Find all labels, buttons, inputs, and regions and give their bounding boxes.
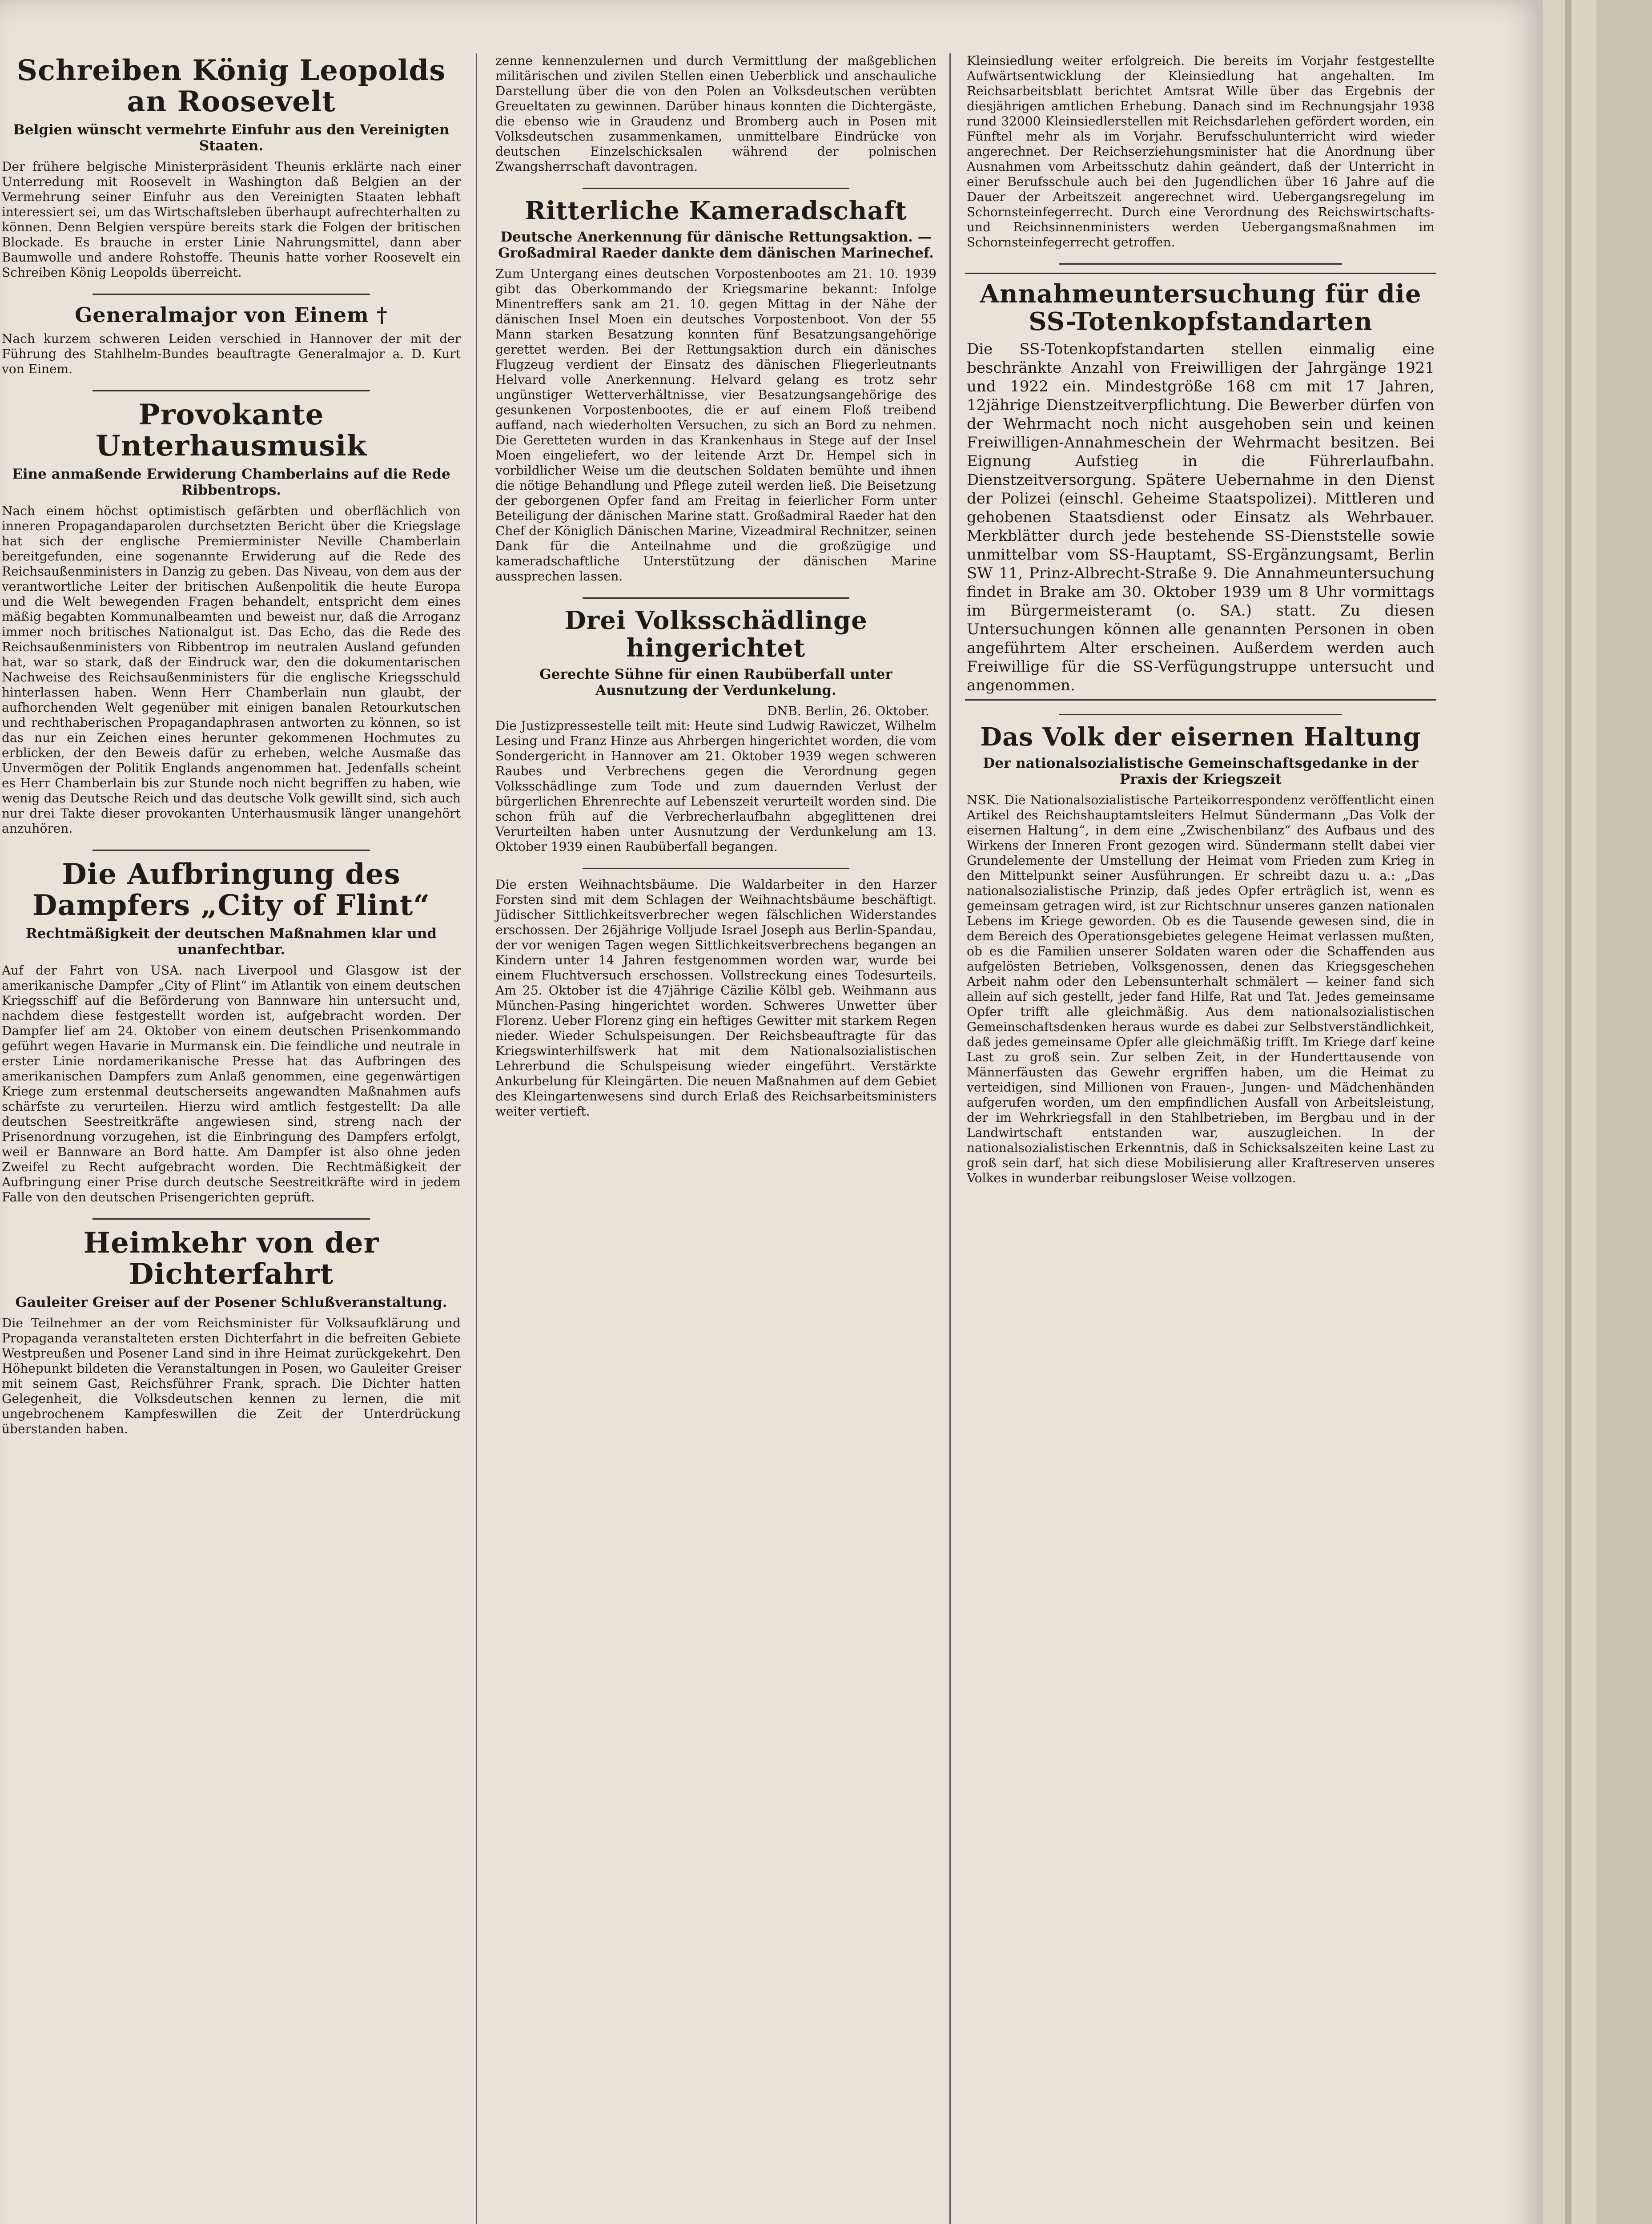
article-separator bbox=[92, 1218, 370, 1220]
article-body: Kleinsiedlung weiter erfolgreich. Die bereits im Vorjahr festgestellte Aufwärtsentwicklung der Kleinsiedlung hat angehalten. Im Reichsarbeitsblatt berichtet Amtsrat Wille über das Ergebnis der diesjährigen amtlichen Erhebung. Danach sind im Rechnungsjahr 1938 rund 32000 Kleinsiedlerstellen mit Reichsdarlehen gefördert worden, ein Fünftel mehr als im Vorjahr. Berufsschulunterricht wird wieder angerechnet. Der Reichserziehungsminister hat die Anordnung über Ausnahmen vom Arbeitsschutz dahin geändert, daß der Unterricht in einer Berufsschule auch bei den Jugendlichen über 16 Jahre auf die Dauer der Arbeitszeit angerechnet wird. Uebergangsregelung im Schornsteinfegerrecht. Durch eine Verordnung des Reichswirtschafts- und Reichsinnenministers werden Uebergangsmaßnahmen im Schornsteinfegerrecht getroffen. bbox=[967, 53, 1435, 250]
article-headline: Drei Volksschädlinge hingerichtet bbox=[564, 606, 868, 663]
article-headline: Provokante Unterhausmusik bbox=[96, 398, 367, 463]
article-headline: Heimkehr von der Dichterfahrt bbox=[83, 1226, 379, 1291]
article-headline: Generalmajor von Einem † bbox=[75, 303, 388, 327]
page-edge-shadow bbox=[1565, 0, 1572, 2224]
article-separator bbox=[92, 390, 370, 391]
column-1 bbox=[0, 53, 462, 2224]
article-headline: Das Volk der eisernen Haltung bbox=[980, 722, 1421, 752]
article bbox=[0, 399, 462, 836]
article-subheadline: Rechtmäßigkeit der deutschen Maßnahmen klar und unanfechtbar. bbox=[25, 926, 437, 958]
article-body: Die Justizpressestelle teilt mit: Heute sind Ludwig Rawiczet, Wilhelm Lesing und Franz Hinze aus Ahrbergen hingerichtet worden, die vom Sondergericht in Hannover am 21. Oktober 1939 wegen schweren Raubes und Verbrechens gegen die Verordnung gegen Volksschädlinge zum Tode und zum dauernden Verlust der bürgerlichen Ehrenrechte auf Lebenszeit verurteilt worden sind. Die schon früh auf die Verbrecherlaufbahn abgeglittenen drei Verurteilten haben unter Ausnutzung der Verdunkelung am 13. Oktober 1939 einen Raubüberfall begangen. bbox=[495, 718, 937, 854]
article-separator bbox=[583, 868, 849, 869]
article-separator bbox=[92, 850, 370, 851]
article bbox=[0, 1228, 462, 1437]
column-rule bbox=[476, 53, 477, 2224]
article-subheadline: Gauleiter Greiser auf der Posener Schlußveranstaltung. bbox=[15, 1294, 447, 1310]
article-body: Nach einem höchst optimistisch gefärbten und oberflächlich von inneren Propagandaparolen durchsetzten Bericht über die Kriegslage hat sich der englische Premierminister Neville Chamberlain bereitgefunden, eine sogenannte Erwiderung auf die Rede des Reichsaußenministers in Danzig zu geben. Das Niveau, von dem aus der verantwortliche Leiter der britischen Außenpolitik die heute Europa und die Welt bewegenden Fragen behandelt, entspricht dem eines mäßig begabten Kommunalbeamten und beweist nur, daß die Arroganz immer noch britisches Nationalgut ist. Das Echo, das die Rede des Reichsaußenministers von Ribbentrop im neutralen Ausland gefunden hat, war so stark, daß der Eindruck war, den die dokumentarischen Nachweise des Reichsaußenministers für die englische Kriegsschuld hinterlassen haben. Wenn Herr Chamberlain nun glaubt, der aufhorchenden Welt gegenüber mit einigen banalen Retourkutschen und rechthaberischen Propagandaphrasen antworten zu können, so ist das nur ein Zeichen eines herunter gekommenen Hochmutes zu erblicken, der den Beweis dafür zu erheben, welche Ausmaße das Unvermögen der Politik Englands angenommen hat. Jedenfalls scheint es Herr Chamberlain bis zur Stunde noch nicht begriffen zu haben, wie wenig das Deutsche Reich und das deutsche Volk gewillt sind, sich auch nur drei Takte dieser provokanten Unterhausmusik länger unangehört anzuhören. bbox=[2, 504, 461, 836]
article-subheadline: Deutsche Anerkennung für dänische Rettungsaktion. — Großadmiral Raeder dankte dem dänischen Marinechef. bbox=[498, 229, 934, 261]
column-3 bbox=[965, 53, 1436, 2224]
article-separator bbox=[1059, 714, 1342, 715]
article-body: zenne kennenzulernen und durch Vermittlung der maßgeblichen militärischen und zivilen Stellen einen Ueberblick und anschauliche Darstellung über die von den Polen an Volksdeutschen verübten Greueltaten zu gewinnen. Darüber hinaus konnten die Dichtergäste, die ebenso wie in Graudenz und Bromberg auch in Posen mit Volksdeutschen zusammenkamen, unmittelbare Eindrücke von deutschen Einzelschicksalen während der polnischen Zwangsherrschaft davontragen. bbox=[495, 53, 937, 174]
article-headline: Schreiben König Leopolds an Roosevelt bbox=[16, 54, 446, 118]
page-stack-edge bbox=[1596, 0, 1652, 2224]
column-rule bbox=[949, 53, 951, 2224]
article bbox=[965, 53, 1436, 250]
article-subheadline: Eine anmaßende Erwiderung Chamberlains auf die Rede Ribbentrops. bbox=[12, 466, 450, 498]
article-dateline: DNB. Berlin, 26. Oktober. bbox=[767, 704, 929, 718]
article-body: Der frühere belgische Ministerpräsident Theunis erklärte nach einer Unterredung mit Roosevelt in Washington daß Belgien an der Vermehrung seiner Einfuhr aus den Vereinigten Staaten lebhaft interessiert sei, um das Wirtschaftsleben überhaupt aufrechterhalten zu können. Denn Belgien verspüre bereits stark die Folgen der britischen Blockade. Es brauche in erster Linie Nahrungsmittel, dann aber Baumwolle und andere Rohstoffe. Theunis hatte vorher Roosevelt ein Schreiben König Leopolds überreicht. bbox=[2, 159, 461, 280]
article-subheadline: Gerechte Sühne für einen Raubüberfall unter Ausnutzung der Verdunkelung. bbox=[539, 666, 892, 698]
article-separator bbox=[583, 597, 849, 599]
article-separator bbox=[583, 188, 849, 189]
article-body: Die ersten Weihnachtsbäume. Die Waldarbeiter in den Harzer Forsten sind mit dem Schlagen der Weihnachtsbäume beschäftigt. Jüdischer Sittlichkeitsverbrecher wegen fälschlichen Widerstandes erschossen. Der 26jährige Volljude Israel Joseph aus Berlin-Spandau, der vor wenigen Tagen wegen Sittlichkeitsverbrechens begangen an Kindern unter 14 Jahren festgenommen worden war, wurde bei einem Fluchtversuch erschossen. Vollstreckung eines Todesurteils. Am 25. Oktober ist die 47jährige Cäzilie Kölbl geb. Weihmann aus München-Pasing hingerichtet worden. Schweres Unwetter über Florenz. Ueber Florenz ging ein heftiges Gewitter mit starkem Regen nieder. Wieder Schulspeisungen. Der Reichsbeauftragte für das Kriegswinterhilfswerk hat mit dem Nationalsozialistischen Lehrerbund die Schulspeisung wieder eingeführt. Verstärkte Ankurbelung für Kleingärten. Die neuen Maßnahmen auf dem Gebiet des Kleingartenwesens sind durch Erlaß des Reichsarbeitsministers weiter vertieft. bbox=[495, 877, 937, 1119]
article-separator bbox=[1059, 263, 1342, 265]
article bbox=[0, 859, 462, 1205]
article-body: Die SS-Totenkopfstandarten stellen einmalig eine beschränkte Anzahl von Freiwilligen der Jahrgänge 1921 und 1922 ein. Mindestgröße 168 cm mit 17 Jahren, 12jährige Dienstzeitverpflichtung. Die Bewerber dürfen von der Wehrmacht noch nicht ausgehoben sein und keinen Freiwilligen-Annahmeschein der Wehrmacht besitzen. Bei Eignung Aufstieg in die Führerlaufbahn. Dienstzeitversorgung. Spätere Uebernahme in den Dienst der Polizei (einschl. Geheime Staatspolizei). Mittleren und gehobenen Staatsdienst oder Einsatz als Wehrbauer. Merkblätter durch jede bestehende SS-Dienststelle sowie unmittelbar vom SS-Hauptamt, SS-Ergänzungsamt, Berlin SW 11, Prinz-Albrecht-Straße 9. Die Annahmeuntersuchung findet in Brake am 30. Oktober 1939 um 8 Uhr vormittags im Bürgermeisteramt (o. SA.) statt. Zu diesen Untersuchungen können alle genannten Personen in oben angeführtem Alter erscheinen. Außerdem werden auch Freiwillige für die SS-Verfügungstruppe untersucht und angenommen. bbox=[967, 340, 1435, 694]
article bbox=[494, 53, 938, 174]
article-subheadline: Der nationalsozialistische Gemeinschaftsgedanke in der Praxis der Kriegszeit bbox=[983, 755, 1419, 787]
article-headline: Ritterliche Kameradschaft bbox=[525, 196, 907, 226]
article-headline: Die Aufbringung des Dampfers „City of Flint“ bbox=[32, 858, 430, 922]
article bbox=[494, 877, 938, 1119]
article-body: Zum Untergang eines deutschen Vorpostenbootes am 21. 10. 1939 gibt das Oberkommando der Kriegsmarine bekannt: Infolge Minentreffers sank am 21. 10. gegen Mittag in der Nähe der dänischen Insel Moen ein deutsches Vorpostenboot. Von der 55 Mann starken Besatzung konnten fünf Besatzungsangehörige gerettet werden. Bei der Rettungsaktion durch ein dänisches Flugzeug verdient der Einsatz des dänischen Fliegerleutnants Helvard volle Anerkennung. Helvard gelang es trotz sehr ungünstiger Wetterverhältnisse, vier Besatzungsangehörige des gesunkenen Vorpostenbootes, die er auf einem Floß treibend auffand, nach wiederholten Versuchen, zu sich an Bord zu nehmen. Die Geretteten wurden in das Krankenhaus in Stege auf der Insel Moen eingeliefert, wo der leitende Arzt Dr. Hempel sich in vorbildlicher Weise um die deutschen Soldaten bemühte und ihnen die nötige Behandlung und Pflege zuteil werden ließ. Die Beisetzung der geborgenen Opfer fand am Freitag in feierlicher Form unter Beteiligung der dänischen Marine statt. Großadmiral Raeder hat den Chef der Königlich Dänischen Marine, Vizeadmiral Rechnitzer, seinen Dank für die Anteilnahme und die großzügige und kameradschaftliche Unterstützung der dänischen Marine aussprechen lassen. bbox=[495, 266, 937, 584]
article bbox=[494, 607, 938, 854]
article bbox=[0, 303, 462, 377]
article bbox=[494, 197, 938, 584]
article-body: NSK. Die Nationalsozialistische Parteikorrespondenz veröffentlicht einen Artikel des Reichshauptamtsleiters Helmut Sündermann „Das Volk der eisernen Haltung“, in dem eine „Zwischenbilanz“ des Aufbaus und des Wirkens der Inneren Front gezogen wird. Sündermann stellt dabei vier Grundelemente der Umstellung der Heimat vom Frieden zum Krieg in den Mittelpunkt seiner Ausführungen. Er schreibt dazu u. a.: „Das nationalsozialistische Prinzip, daß jedes Opfer erträglich ist, wenn es gemeinsam getragen wird, ist zur Richtschnur unseres ganzen nationalen Lebens im Kriege geworden. Ob es die Tausende gewesen sind, die in dem Bereich des Operationsgebietes gelegene Heimat verlassen mußten, ob es die Familien unserer Soldaten waren oder die Schaffenden aus aufgelösten Betrieben, Volksgenossen, denen das Kriegsgeschehen Arbeit nahm oder den Lebensunterhalt schmälert — keiner fand sich allein auf sich gestellt, jeder fand Hilfe, Rat und Tat. Jedes gemeinsame Opfer trifft alle gleichmäßig. Aus dem nationalsozialistischen Gemeinschaftsdenken heraus wurde es dabei zur Selbstverständlichkeit, daß jedes gemeinsame Opfer alle gleichmäßig trifft. Im Kriege darf keine Last zu groß sein. Zur selben Zeit, in der Hunderttausende von Männerfäusten das Gewehr ergriffen haben, um die Heimat zu verteidigen, sind Millionen von Frauen-, Jungen- und Mädchenhänden aufgerufen worden, um den empfindlichen Ausfall von Arbeitsleistung, der im Wehrkriegsfall in den Stahlbetrieben, im Bergbau und in der Landwirtschaft entstanden war, auszugleichen. In der nationalsozialistischen Erkenntnis, daß in Schicksalszeiten keine Last zu groß sein darf, hat sich diese Mobilisierung aller Kraftreserven unseres Volkes in wunderbar reibungsloser Weise vollzogen. bbox=[967, 793, 1435, 1185]
column-2 bbox=[494, 53, 938, 2224]
article bbox=[965, 723, 1436, 1186]
article-body: Auf der Fahrt von USA. nach Liverpool und Glasgow ist der amerikanische Dampfer „City of Flint“ im Atlantik von einem deutschen Kriegsschiff auf die Beförderung von Bannware hin untersucht und, nachdem diese festgestellt worden ist, aufgebracht worden. Der Dampfer lief am 24. Oktober von einem deutschen Prisenkommando geführt wegen Havarie in Murmansk ein. Die feindliche und neutrale in erster Linie nordamerikanische Presse hat das Aufbringen des amerikanischen Dampfers zum Anlaß genommen, eine gegenwärtigen Kriege zum erstenmal deutscherseits angewandten Maßnahmen aufs schärfste zu verurteilen. Hierzu wird amtlich festgestellt: Da alle deutschen Seestreitkräfte angewiesen sind, streng nach der Prisenordnung vorzugehen, ist die Einbringung des Dampfers erfolgt, weil er Bannware an Bord hatte. Am Dampfer ist also ohne jeden Zweifel zu Recht aufgebracht worden. Die Rechtmäßigkeit der Aufbringung einer Prise durch deutsche Seestreitkräfte wird in jedem Falle von den deutschen Prisengerichten geprüft. bbox=[2, 963, 461, 1205]
article-separator bbox=[92, 294, 370, 295]
article-body: Die Teilnehmer an der vom Reichsminister für Volksaufklärung und Propaganda veranstalteten ersten Dichterfahrt in die befreiten Gebiete Westpreußen und Posener Land sind in ihre Heimat zurückgekehrt. Den Höhepunkt bildeten die Veranstaltungen in Posen, wo Gauleiter Greiser mit seinem Gast, Reichsführer Frank, sprach. Die Dichter hatten Gelegenheit, die Volksdeutschen kennen zu lernen, die mit ungebrochenem Kampfeswillen die Zeit der Unterdrückung überstanden haben. bbox=[2, 1316, 461, 1436]
article bbox=[0, 55, 462, 280]
article bbox=[965, 273, 1436, 701]
article-headline: Annahmeuntersuchung für die SS-Totenkopfstandarten bbox=[980, 279, 1422, 336]
article-body: Nach kurzem schweren Leiden verschied in Hannover der mit der Führung des Stahlhelm-Bundes beauftragte Generalmajor a. D. Kurt von Einem. bbox=[2, 331, 461, 376]
article-subheadline: Belgien wünscht vermehrte Einfuhr aus den Vereinigten Staaten. bbox=[13, 122, 450, 154]
